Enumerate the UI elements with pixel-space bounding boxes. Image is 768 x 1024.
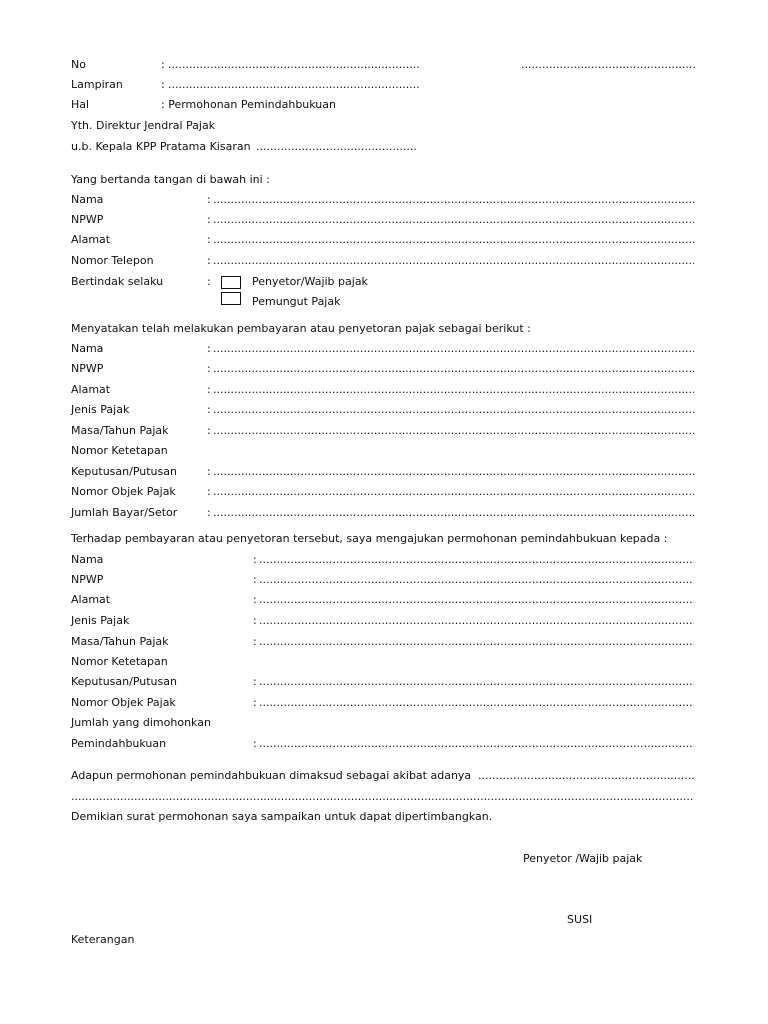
adapun-text: Adapun permohonan pemindahbukuan dimaksud sebagai akibat adanya [71,769,472,782]
s3-ketetapan-label: Nomor Ketetapan [71,655,168,668]
section1-intro: Yang bertanda tangan di bawah ini : [71,173,270,186]
s2-alamat-colon: : [207,383,211,396]
s1-telepon-colon: : [207,254,211,267]
s3-npwp-field[interactable] [259,572,694,588]
hal-label: Hal [71,98,90,111]
s2-keputusan-label: Keputusan/Putusan [71,465,177,478]
s3-jumlah-field[interactable] [259,736,694,752]
lampiran-field[interactable] [168,77,420,93]
s2-jenis-label: Jenis Pajak [71,403,130,416]
no-colon: : [161,58,165,71]
s2-jenis-field[interactable] [213,402,694,418]
s3-alamat-label: Alamat [71,593,111,606]
no-field[interactable] [168,57,420,73]
penyetor-option-label: Penyetor/Wajib pajak [252,275,368,288]
s3-jenis-field[interactable] [259,613,694,629]
s2-keputusan-colon: : [207,465,211,478]
s2-alamat-field[interactable] [213,382,694,398]
s2-alamat-label: Alamat [71,383,111,396]
s2-nama-colon: : [207,342,211,355]
s3-objek-colon: : [253,696,257,709]
s3-keputusan-field[interactable] [259,674,694,690]
s3-masa-colon: : [253,635,257,648]
ub-line [71,139,251,155]
yth-line: Yth. Direktur Jendral Pajak [71,119,216,132]
s1-alamat-colon: : [207,233,211,246]
adapun-field-continued[interactable] [71,789,694,805]
s1-npwp-colon: : [207,213,211,226]
s1-npwp-label: NPWP [71,213,104,226]
lampiran-row [71,77,123,93]
s3-jenis-colon: : [253,614,257,627]
place-date-field[interactable] [521,57,697,73]
s2-jumlah-colon: : [207,506,211,519]
s1-npwp-field[interactable] [213,212,694,228]
s2-nama-label: Nama [71,342,104,355]
s1-telepon-field[interactable] [213,253,694,269]
s3-jumlah-label-1: Jumlah yang dimohonkan [71,716,211,729]
s1-alamat-field[interactable] [213,232,694,248]
no-row [71,57,86,73]
penyetor-checkbox[interactable] [221,276,241,289]
s3-alamat-field[interactable] [259,592,694,608]
signer-role: Penyetor /Wajib pajak [523,852,643,865]
no-label: No [71,58,86,71]
s1-nama-colon: : [207,193,211,206]
section2-intro: Menyatakan telah melakukan pembayaran atau penyetoran pajak sebagai berikut : [71,322,531,335]
s2-jumlah-field[interactable] [213,505,694,521]
s3-jumlah-label-2: Pemindahbukuan [71,737,167,750]
s2-npwp-label: NPWP [71,362,104,375]
hal-value: : Permohonan Pemindahbukuan [161,98,336,111]
keterangan-label: Keterangan [71,933,135,946]
adapun-field[interactable] [478,768,694,784]
s3-jenis-label: Jenis Pajak [71,614,130,627]
lampiran-label: Lampiran [71,78,123,91]
s3-objek-field[interactable] [259,695,694,711]
s1-nama-field[interactable] [213,192,694,208]
s1-alamat-label: Alamat [71,233,111,246]
s1-nama-label: Nama [71,193,104,206]
s2-ketetapan-label: Nomor Ketetapan [71,444,168,457]
s3-nama-field[interactable] [259,552,694,568]
lampiran-colon: : [161,78,165,91]
s2-npwp-colon: : [207,362,211,375]
s2-objek-label: Nomor Objek Pajak [71,485,176,498]
demikian-text: Demikian surat permohonan saya sampaikan untuk dapat dipertimbangkan. [71,810,493,823]
bertindak-colon: : [207,275,211,288]
s2-masa-label: Masa/Tahun Pajak [71,424,169,437]
pemungut-option-label: Pemungut Pajak [252,295,341,308]
s3-alamat-colon: : [253,593,257,606]
kpp-field[interactable] [256,139,418,155]
s3-masa-label: Masa/Tahun Pajak [71,635,169,648]
s3-objek-label: Nomor Objek Pajak [71,696,176,709]
s3-keputusan-colon: : [253,675,257,688]
s2-masa-colon: : [207,424,211,437]
s2-objek-colon: : [207,485,211,498]
s2-jumlah-label: Jumlah Bayar/Setor [71,506,178,519]
pemungut-checkbox[interactable] [221,292,241,305]
section3-intro: Terhadap pembayaran atau penyetoran tersebut, saya mengajukan permohonan pemindahbukuan kepada : [71,532,668,545]
s3-jumlah-colon: : [253,737,257,750]
s2-objek-field[interactable] [213,484,694,500]
s1-telepon-label: Nomor Telepon [71,254,154,267]
s2-masa-field[interactable] [213,423,694,439]
bertindak-label: Bertindak selaku [71,275,164,288]
ub-text: u.b. Kepala KPP Pratama Kisaran [71,140,251,153]
s2-keputusan-field[interactable] [213,464,694,480]
s3-nama-colon: : [253,553,257,566]
s3-nama-label: Nama [71,553,104,566]
s2-npwp-field[interactable] [213,361,694,377]
s3-masa-field[interactable] [259,634,694,650]
s3-npwp-colon: : [253,573,257,586]
s3-npwp-label: NPWP [71,573,104,586]
s2-nama-field[interactable] [213,341,694,357]
s3-keputusan-label: Keputusan/Putusan [71,675,177,688]
signer-name: SUSI [567,913,593,926]
hal-row [71,97,89,113]
s2-jenis-colon: : [207,403,211,416]
